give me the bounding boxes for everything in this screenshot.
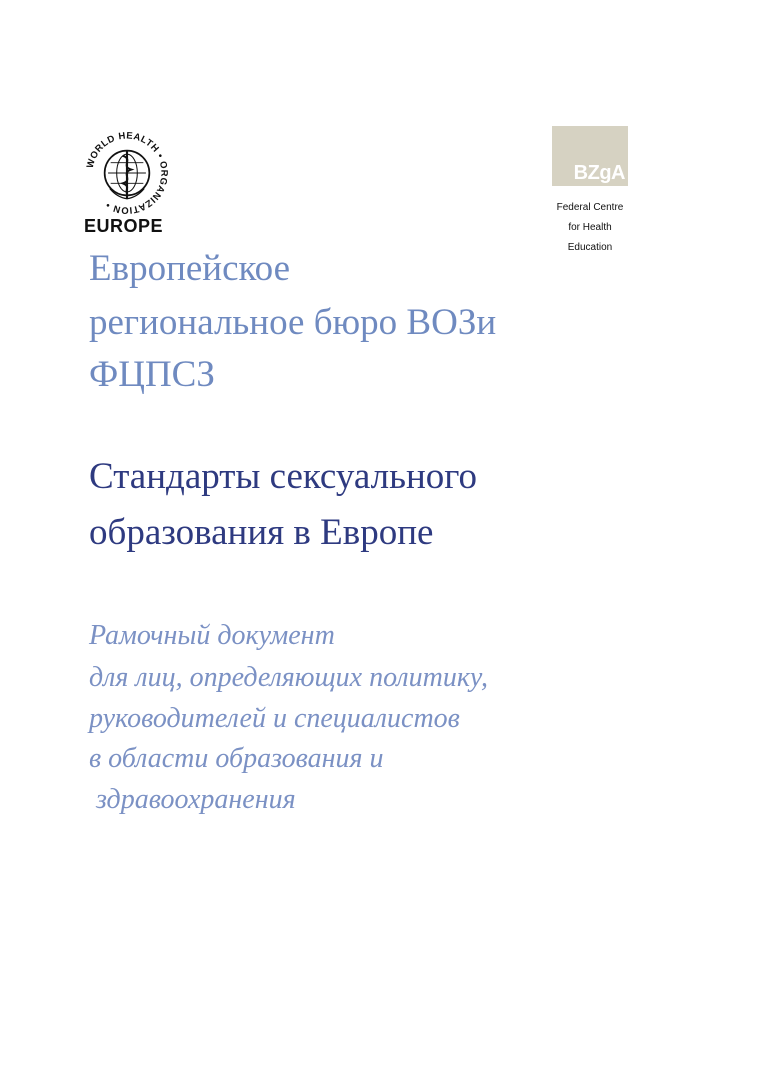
bzga-caption — [540, 198, 640, 258]
publisher-line: региональное бюро ВОЗи — [89, 302, 497, 343]
document-title-line: образования в Европе — [89, 512, 434, 553]
subtitle-line: в области образования и — [89, 743, 384, 774]
publisher-line: ФЦПСЗ — [89, 354, 215, 395]
bzga-caption-line: Federal Centre — [556, 202, 624, 213]
bzga-logo-text: BZgA — [573, 162, 625, 184]
subtitle-line: руководителей и специалистов — [89, 703, 460, 734]
bzga-caption-line: for Health — [568, 222, 612, 233]
subtitle-line: здравоохранения — [89, 784, 296, 815]
publisher-line: Европейское — [89, 248, 290, 289]
subtitle-line: для лиц, определяющих политику, — [89, 662, 488, 693]
subtitle-line: Рамочный документ — [89, 620, 335, 651]
document-title-line: Стандарты сексуального — [89, 456, 478, 497]
bzga-logo — [552, 126, 628, 186]
who-region-label: EUROPE — [84, 216, 164, 236]
who-emblem-logo — [84, 130, 170, 216]
bzga-caption-line: Education — [567, 242, 613, 253]
svg-text:WORLD HEALTH • ORGANIZATION •: WORLD HEALTH • ORGANIZATION • — [84, 130, 170, 216]
